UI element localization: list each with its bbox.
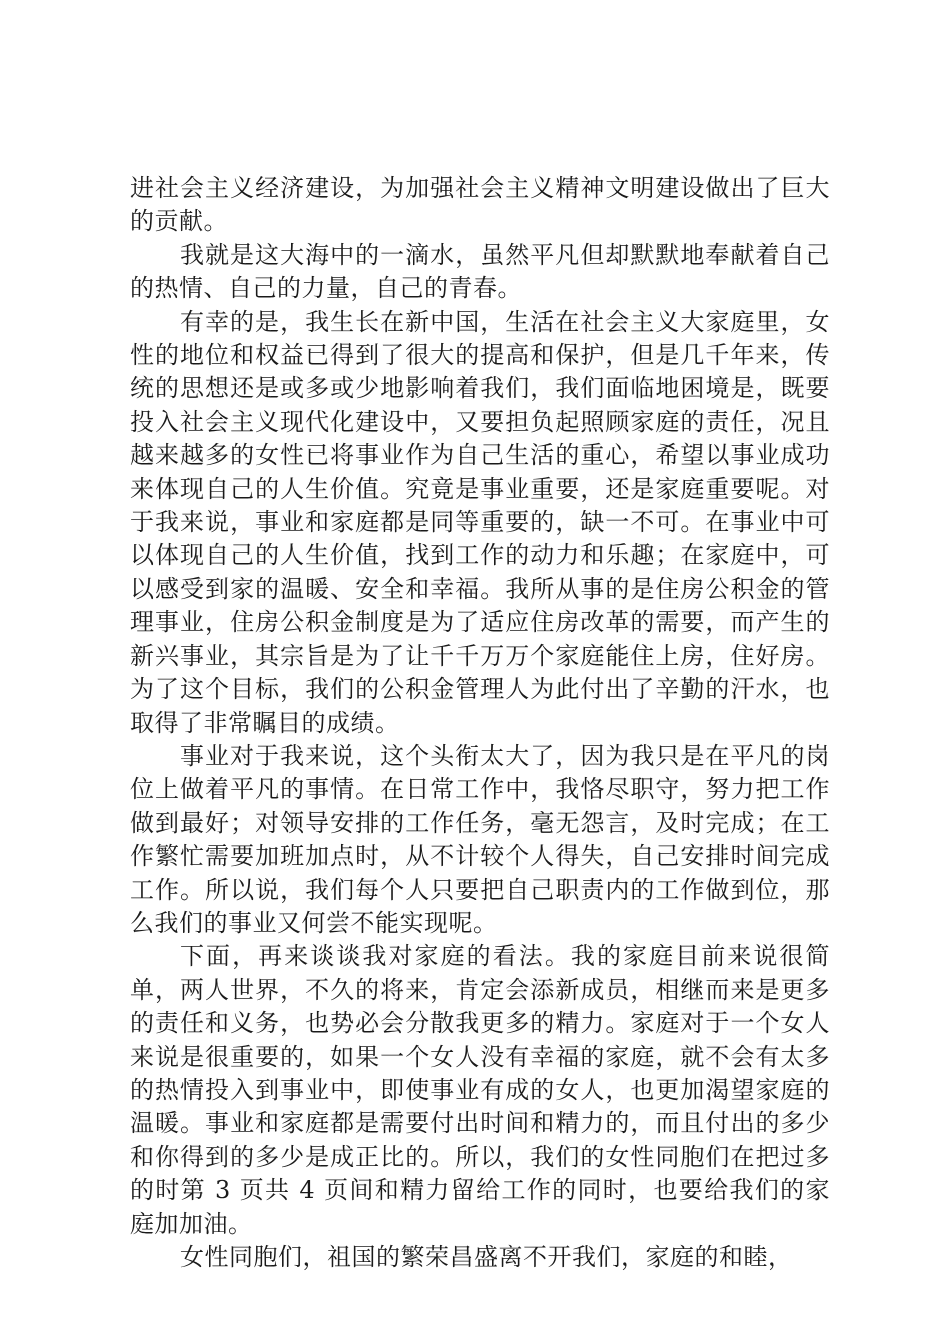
paragraph-4: 事业对于我来说，这个头衔太大了，因为我只是在平凡的岗位上做着平凡的事情。在日常工作中，我恪尽职守，努力把工作做到最好；对领导安排的工作任务，毫无怨言，及时完成；在工作繁忙需要加班加点时，从不计较个人得失，自己安排时间完成工作。所以说，我们每个人只要把自己职责内的工作做到位，那么我们的事业又何尝不能实现呢。 <box>130 741 830 937</box>
paragraph-3: 有幸的是，我生长在新中国，生活在社会主义大家庭里，女性的地位和权益已得到了很大的提高和保护，但是几千年来，传统的思想还是或多或少地影响着我们，我们面临地困境是，既要投入社会主义现代化建设中，又要担负起照顾家庭的责任，况且越来越多的女性已将事业作为自己生活的重心，希望以事业成功来体现自己的人生价值。究竟是事业重要，还是家庭重要呢。对于我来说，事业和家庭都是同等重要的，缺一不可。在事业中可以体现自己的人生价值，找到工作的动力和乐趣；在家庭中，可以感受到家的温暖、安全和幸福。我所从事的是住房公积金的管理事业，住房公积金制度是为了适应住房改革的需要，而产生的新兴事业，其宗旨是为了让千千万万个家庭能住上房，住好房。为了这个目标，我们的公积金管理人为此付出了辛勤的汗水，也取得了非常瞩目的成绩。 <box>130 307 830 737</box>
paragraph-6: 女性同胞们，祖国的繁荣昌盛离不开我们，家庭的和睦， <box>180 1243 793 1271</box>
paragraph-2: 我就是这大海中的一滴水，虽然平凡但却默默地奉献着自己的热情、自己的力量，自己的青春。 <box>130 240 830 303</box>
document-body <box>130 172 830 1274</box>
paragraph-5: 下面，再来谈谈我对家庭的看法。我的家庭目前来说很简单，两人世界，不久的将来，肯定会添新成员，相继而来是更多的责任和义务，也势必会分散我更多的精力。家庭对于一个女人来说是很重要的，如果一个女人没有幸福的家庭，就不会有太多的热情投入到事业中，即使事业有成的女人，也更加渴望家庭的温暖。事业和家庭都是需要付出时间和精力的，而且付出的多少和你得到的多少是成正比的。所以，我们的女性同胞们在把过多的时第 3 页共 4 页间和精力留给工作的同时，也要给我们的家庭加加油。 <box>130 942 830 1238</box>
paragraph-1: 进社会主义经济建设，为加强社会主义精神文明建设做出了巨大的贡献。 <box>130 174 830 236</box>
